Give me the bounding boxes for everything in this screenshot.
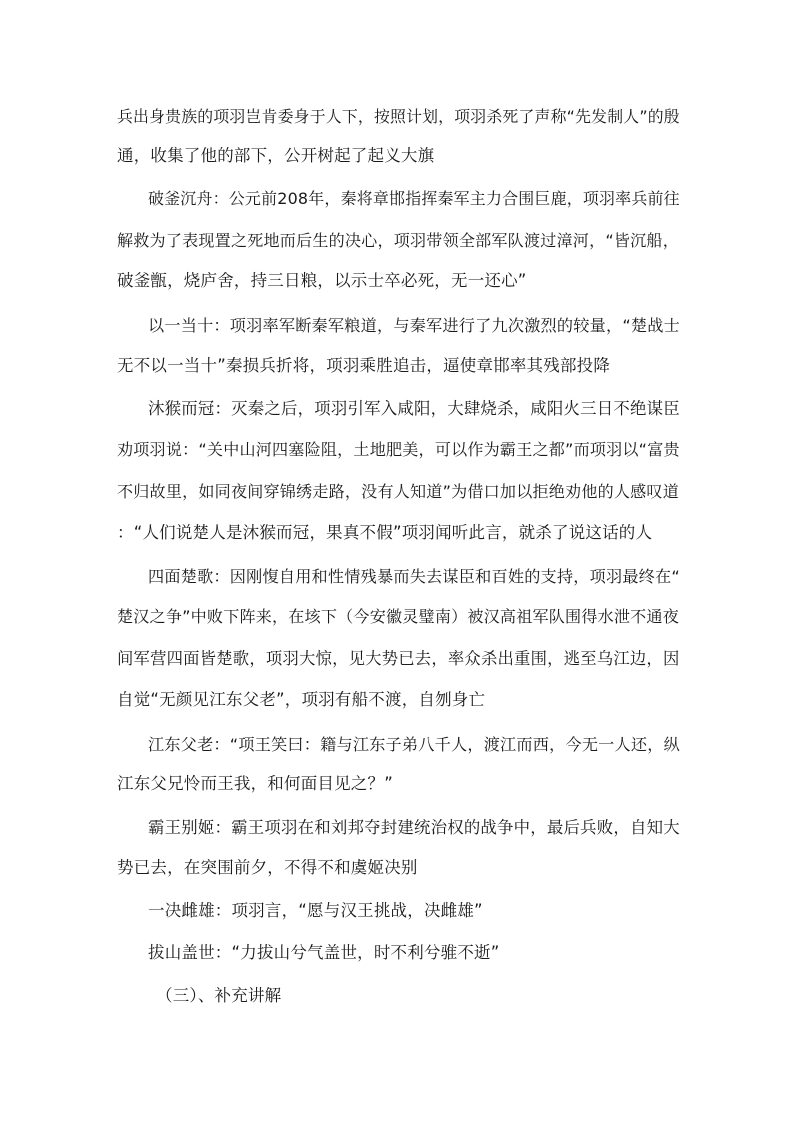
text-line: 破釜沉舟：公元前208年，秦将章邯指挥秦军主力合围巨鹿，项羽率兵前往: [148, 189, 680, 208]
text-line: 霸王别姬：霸王项羽在和刘邦夺封建统治权的战争中，最后兵败，自知大: [148, 818, 680, 837]
text-line: 通，收集了他的部下，公开树起了起义大旗: [117, 146, 435, 165]
text-line: 拔山盖世：“力拔山兮气盖世，时不利兮骓不逝”: [148, 943, 500, 962]
text-line: 四面楚歌：因刚愎自用和性情残暴而失去谋臣和百姓的支持，项羽最终在“: [148, 567, 680, 586]
section-heading: （三）、补充讲解: [156, 986, 282, 1005]
text-line: 破釜甑，烧庐舍，持三日粮，以示士卒必死，无一还心”: [117, 271, 527, 290]
text-line: 间军营四面皆楚歌，项羽大惊，见大势已去，率众杀出重围，逃至乌江边，因: [117, 649, 680, 668]
text-line: 江东父兄怜而王我，和何面目见之？”: [117, 774, 393, 793]
text-line: 楚汉之争”中败下阵来，在垓下（今安徽灵璧南）被汉高祖军队围得水泄不通夜: [117, 607, 679, 626]
text-line: 一决雌雄：项羽言，“愿与汉王挑战，决雌雄”: [148, 901, 483, 920]
text-line: 不归故里，如同夜间穿锦绣走路，没有人知道”为借口加以拒绝劝他的人感叹道: [117, 482, 679, 501]
text-line: 兵出身贵族的项羽岂肯委身于人下，按照计划，项羽杀死了声称“先发制人”的殷: [117, 107, 680, 126]
text-line: 以一当十：项羽率军断秦军粮道，与秦军进行了九次激烈的较量，“楚战士: [148, 316, 680, 335]
text-line: 势已去，在突围前夕，不得不和虞姬决别: [117, 858, 418, 877]
text-line: 劝项羽说：“关中山河四塞险阻，土地肥美，可以作为霸王之都”而项羽以“富贵: [117, 440, 680, 459]
text-line: 无不以一当十”秦损兵折将，项羽乘胜追击，逼使章邯率其残部投降: [117, 356, 611, 375]
text-line: ：“人们说楚人是沐猴而冠，果真不假”项羽闻听此言，就杀了说这话的人: [117, 523, 653, 542]
text-line: 解救为了表现置之死地而后生的决心，项羽带领全部军队渡过漳河，“皆沉船，: [117, 231, 679, 250]
text-line: 沐猴而冠：灭秦之后，项羽引军入咸阳，大肆烧杀，咸阳火三日不绝谋臣: [148, 399, 680, 418]
text-line: 江东父老：“项王笑曰：籍与江东子弟八千人，渡江而西，今无一人还，纵: [148, 735, 680, 754]
text-line: 自觉“无颜见江东父老”，项羽有船不渡，自刎身亡: [117, 690, 486, 709]
